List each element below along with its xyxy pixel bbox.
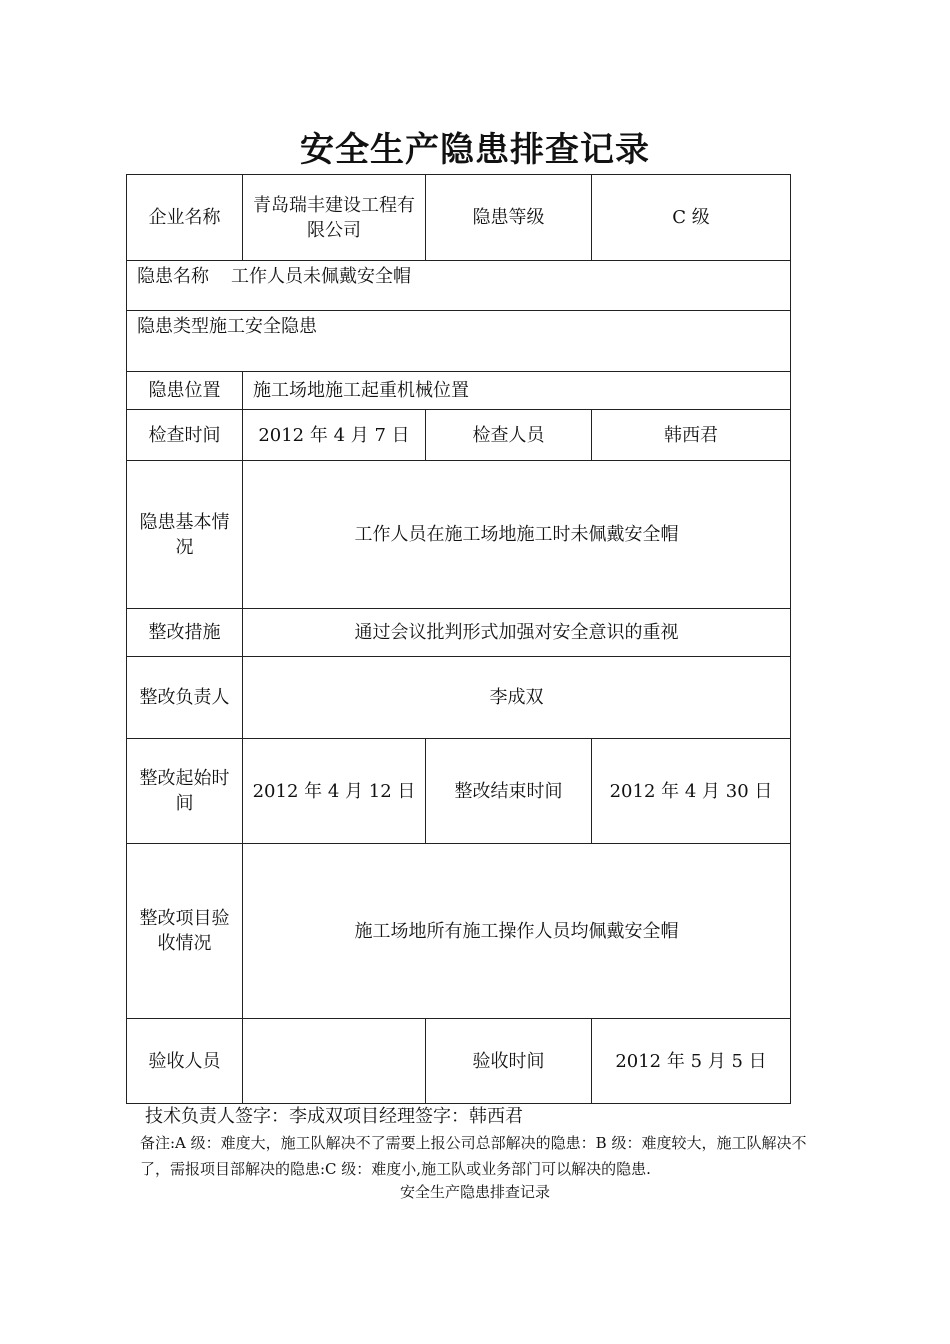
footer-caption: 安全生产隐患排查记录 bbox=[399, 1183, 550, 1201]
hazard-name-label: 隐患名称 bbox=[137, 266, 209, 287]
start-time-label: 整改起始时间 bbox=[127, 739, 243, 844]
hazard-type-cell: 隐患类型施工安全隐患 bbox=[127, 311, 791, 372]
acceptance-time-label: 验收时间 bbox=[426, 1019, 592, 1104]
inspector-value: 韩西君 bbox=[592, 410, 791, 461]
measures-label: 整改措施 bbox=[127, 609, 243, 657]
table-row bbox=[127, 844, 791, 1019]
acceptance-value: 施工场地所有施工操作人员均佩戴安全帽 bbox=[243, 844, 791, 1019]
signature-line: 技术负责人签字：李成双项目经理签字：韩西君 bbox=[145, 1106, 523, 1127]
hazard-name-value: 工作人员未佩戴安全帽 bbox=[231, 266, 411, 287]
acceptance-time-value: 2012 年 5 月 5 日 bbox=[592, 1019, 791, 1104]
company-value: 青岛瑞丰建设工程有限公司 bbox=[243, 175, 426, 261]
table-row bbox=[127, 175, 791, 261]
level-value: C 级 bbox=[592, 175, 791, 261]
acceptor-label: 验收人员 bbox=[127, 1019, 243, 1104]
level-label: 隐患等级 bbox=[426, 175, 592, 261]
acceptance-label: 整改项目验收情况 bbox=[127, 844, 243, 1019]
table-row bbox=[127, 261, 791, 311]
hazard-name-cell bbox=[127, 261, 791, 311]
check-time-value: 2012 年 4 月 7 日 bbox=[243, 410, 426, 461]
table-row bbox=[127, 609, 791, 657]
acceptor-value bbox=[243, 1019, 426, 1104]
table-row bbox=[127, 311, 791, 372]
responsible-value: 李成双 bbox=[243, 657, 791, 739]
location-value: 施工场地施工起重机械位置 bbox=[243, 372, 791, 410]
table-row bbox=[127, 461, 791, 609]
table-row bbox=[127, 410, 791, 461]
situation-value: 工作人员在施工场地施工时未佩戴安全帽 bbox=[243, 461, 791, 609]
location-label: 隐患位置 bbox=[127, 372, 243, 410]
inspection-record-table bbox=[126, 174, 791, 1104]
table-row bbox=[127, 1019, 791, 1104]
measures-value: 通过会议批判形式加强对安全意识的重视 bbox=[243, 609, 791, 657]
document-title: 安全生产隐患排查记录 bbox=[300, 130, 650, 170]
table-row bbox=[127, 657, 791, 739]
start-time-value: 2012 年 4 月 12 日 bbox=[243, 739, 426, 844]
table-row bbox=[127, 372, 791, 410]
table-row bbox=[127, 739, 791, 844]
situation-label: 隐患基本情况 bbox=[127, 461, 243, 609]
end-time-value: 2012 年 4 月 30 日 bbox=[592, 739, 791, 844]
remarks-note: 备注:A 级：难度大，施工队解决不了需要上报公司总部解决的隐患：B 级：难度较大，施工队解决不了，需报项目部解决的隐患:C 级：难度小,施工队或业务部门可以解决的隐患. bbox=[140, 1134, 807, 1178]
responsible-label: 整改负责人 bbox=[127, 657, 243, 739]
inspector-label: 检查人员 bbox=[426, 410, 592, 461]
check-time-label: 检查时间 bbox=[127, 410, 243, 461]
company-label: 企业名称 bbox=[127, 175, 243, 261]
end-time-label: 整改结束时间 bbox=[426, 739, 592, 844]
